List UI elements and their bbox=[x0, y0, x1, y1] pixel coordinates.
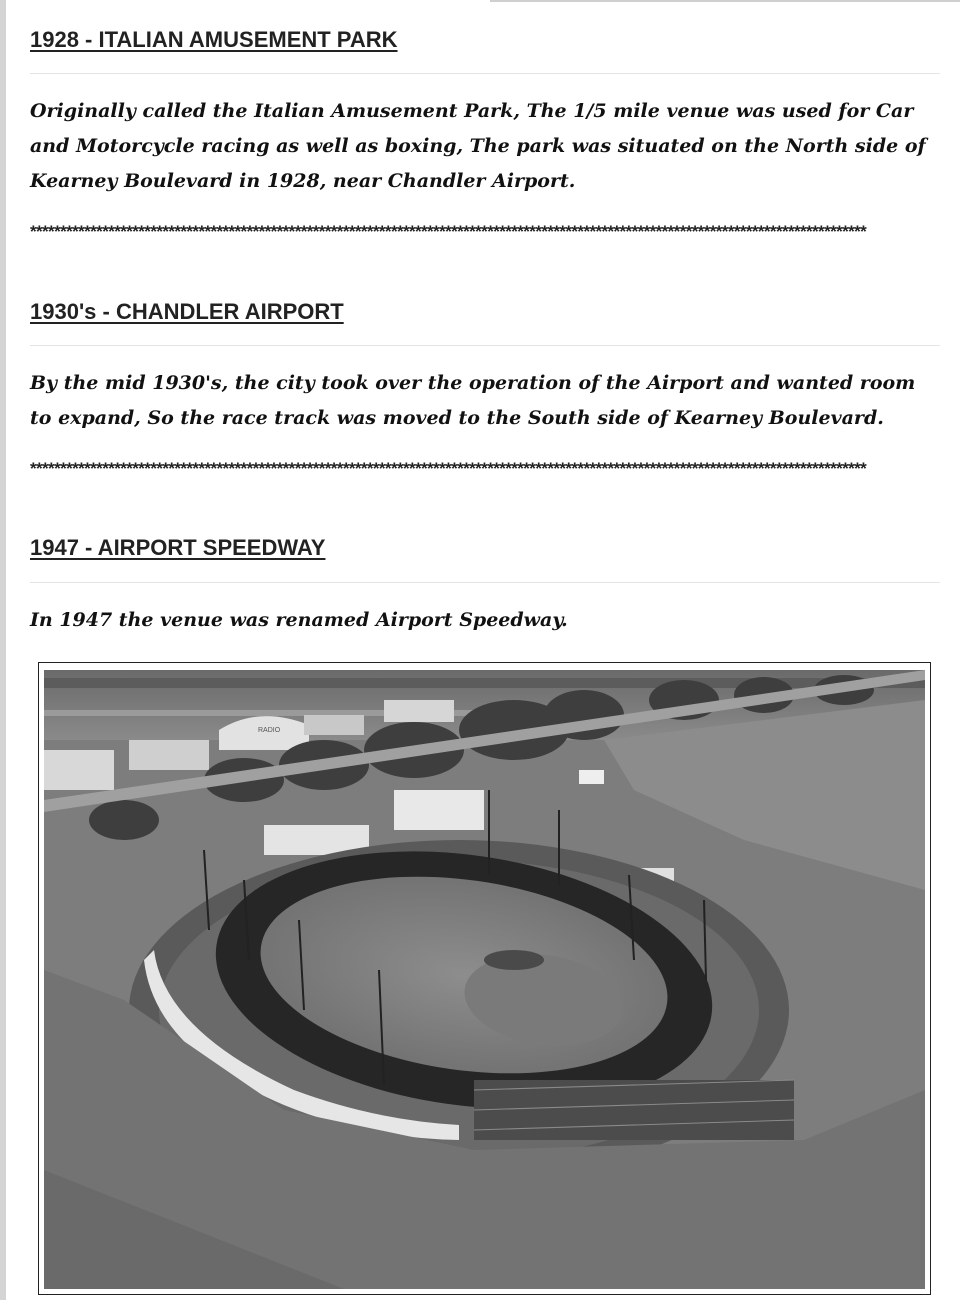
section-heading-1928: 1928 - ITALIAN AMUSEMENT PARK bbox=[30, 27, 398, 52]
section-text-1928: Originally called the Italian Amusement Park, The 1/5 mile venue was used for Car and Motorcycle racing as well as boxing, The park was situated on the North side of Kearney Boulevard in 1928, near Chandler Airport. bbox=[30, 100, 926, 192]
airport-speedway-aerial-photo bbox=[44, 670, 925, 1289]
top-border bbox=[490, 0, 960, 2]
section-heading-1947: 1947 - AIRPORT SPEEDWAY bbox=[30, 535, 326, 560]
star-separator: ******************************************************************************************************************************************* bbox=[30, 459, 867, 478]
left-border bbox=[0, 0, 6, 1300]
section-heading-1930s: 1930's - CHANDLER AIRPORT bbox=[30, 299, 344, 324]
hangar-sign: RADIO bbox=[258, 727, 281, 734]
speedway-photo-frame bbox=[38, 662, 931, 1295]
divider bbox=[30, 73, 940, 74]
section-text-1930s: By the mid 1930's, the city took over the operation of the Airport and wanted room to expand, So the race track was moved to the South side of Kearney Boulevard. bbox=[30, 372, 916, 429]
divider bbox=[30, 345, 940, 346]
divider bbox=[30, 582, 940, 583]
section-text-1947: In 1947 the venue was renamed Airport Speedway. bbox=[30, 609, 568, 631]
star-separator: ******************************************************************************************************************************************* bbox=[30, 222, 867, 241]
